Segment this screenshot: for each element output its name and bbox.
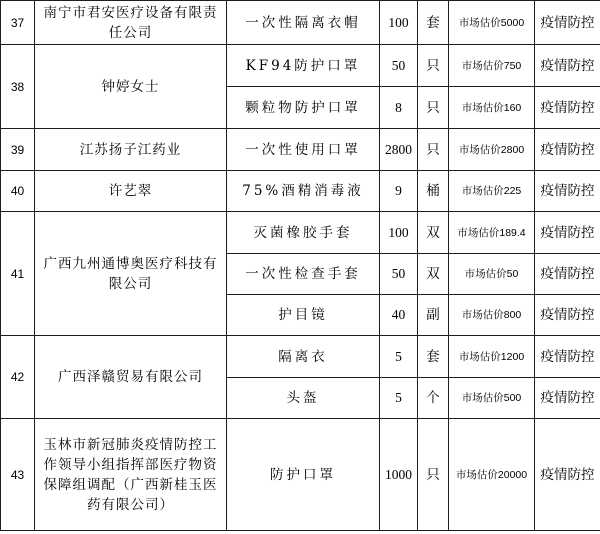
item-name: 防护口罩 <box>227 419 380 531</box>
item-unit: 桶 <box>418 171 449 212</box>
item-purpose: 疫情防控 <box>535 171 600 212</box>
item-name: 隔离衣 <box>227 336 380 378</box>
item-purpose: 疫情防控 <box>535 295 600 336</box>
table-row <box>1 419 600 531</box>
item-purpose: 疫情防控 <box>535 419 600 531</box>
row-index: 37 <box>1 1 35 45</box>
item-value: 市场估价1200 <box>449 336 535 378</box>
item-quantity: 2800 <box>380 129 418 171</box>
item-purpose: 疫情防控 <box>535 45 600 87</box>
row-index: 38 <box>1 45 35 129</box>
item-value: 市场估价50 <box>449 254 535 295</box>
donor-name: 江苏扬子江药业 <box>35 129 227 171</box>
item-unit: 双 <box>418 212 449 254</box>
item-unit: 只 <box>418 87 449 129</box>
item-value: 市场估价20000 <box>449 419 535 531</box>
item-name: 一次性检查手套 <box>227 254 380 295</box>
item-name: KF94防护口罩 <box>227 45 380 87</box>
item-purpose: 疫情防控 <box>535 378 600 419</box>
donor-name: 钟婷女士 <box>35 45 227 129</box>
item-unit: 只 <box>418 45 449 87</box>
item-name: 颗粒物防护口罩 <box>227 87 380 129</box>
item-unit: 双 <box>418 254 449 295</box>
item-unit: 套 <box>418 336 449 378</box>
item-purpose: 疫情防控 <box>535 254 600 295</box>
donor-name: 南宁市君安医疗设备有限责任公司 <box>35 1 227 45</box>
item-quantity: 100 <box>380 1 418 45</box>
item-purpose: 疫情防控 <box>535 1 600 45</box>
item-quantity: 1000 <box>380 419 418 531</box>
item-quantity: 100 <box>380 212 418 254</box>
item-unit: 只 <box>418 129 449 171</box>
row-index: 43 <box>1 419 35 531</box>
donor-name: 玉林市新冠肺炎疫情防控工作领导小组指挥部医疗物资保障组调配（广西新桂玉医药有限公司） <box>35 419 227 531</box>
item-unit: 只 <box>418 419 449 531</box>
item-quantity: 9 <box>380 171 418 212</box>
item-name: 75%酒精消毒液 <box>227 171 380 212</box>
row-index: 40 <box>1 171 35 212</box>
item-value: 市场估价500 <box>449 378 535 419</box>
item-purpose: 疫情防控 <box>535 212 600 254</box>
table-row <box>1 212 600 254</box>
table-row <box>1 171 600 212</box>
item-quantity: 8 <box>380 87 418 129</box>
item-value: 市场估价750 <box>449 45 535 87</box>
item-quantity: 50 <box>380 254 418 295</box>
table-row <box>1 45 600 87</box>
table-row <box>1 1 600 45</box>
item-name: 灭菌橡胶手套 <box>227 212 380 254</box>
item-purpose: 疫情防控 <box>535 129 600 171</box>
item-purpose: 疫情防控 <box>535 87 600 129</box>
table-row <box>1 129 600 171</box>
item-quantity: 40 <box>380 295 418 336</box>
item-value: 市场估价160 <box>449 87 535 129</box>
item-name: 一次性隔离衣帽 <box>227 1 380 45</box>
item-quantity: 5 <box>380 378 418 419</box>
item-quantity: 50 <box>380 45 418 87</box>
item-name: 护目镜 <box>227 295 380 336</box>
item-value: 市场估价2800 <box>449 129 535 171</box>
row-index: 41 <box>1 212 35 336</box>
item-purpose: 疫情防控 <box>535 336 600 378</box>
item-value: 市场估价800 <box>449 295 535 336</box>
donor-name: 许艺翠 <box>35 171 227 212</box>
item-value: 市场估价5000 <box>449 1 535 45</box>
item-unit: 副 <box>418 295 449 336</box>
donor-name: 广西九州通博奥医疗科技有限公司 <box>35 212 227 336</box>
row-index: 42 <box>1 336 35 419</box>
item-unit: 个 <box>418 378 449 419</box>
item-name: 一次性使用口罩 <box>227 129 380 171</box>
item-name: 头盔 <box>227 378 380 419</box>
table-row <box>1 336 600 378</box>
row-index: 39 <box>1 129 35 171</box>
item-value: 市场估价225 <box>449 171 535 212</box>
item-unit: 套 <box>418 1 449 45</box>
item-quantity: 5 <box>380 336 418 378</box>
item-value: 市场估价189.4 <box>449 212 535 254</box>
donor-name: 广西泽赣贸易有限公司 <box>35 336 227 419</box>
